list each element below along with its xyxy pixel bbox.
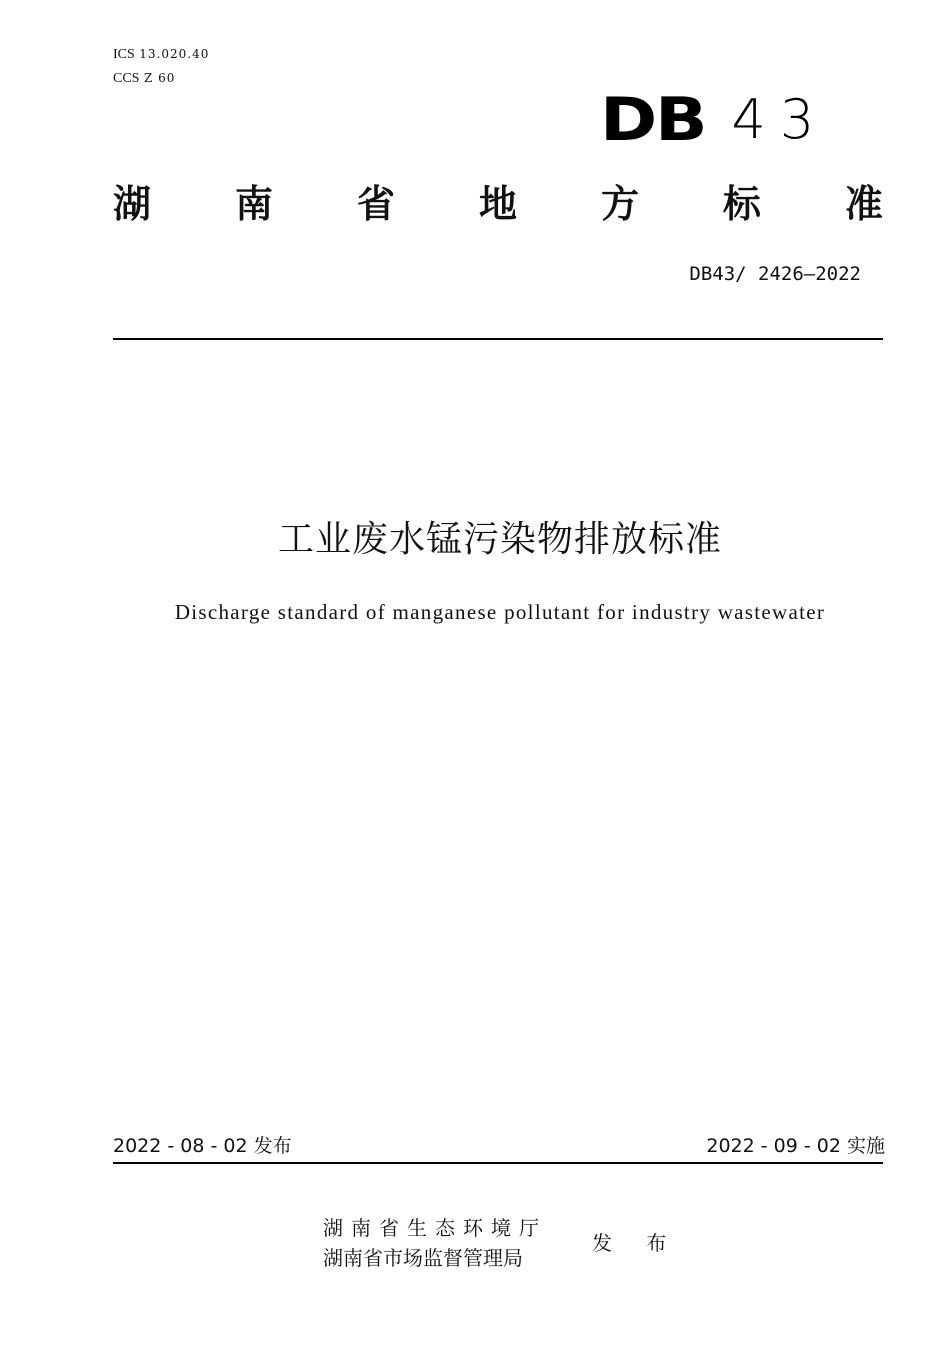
title-chinese: 工业废水锰污染物排放标准 xyxy=(277,519,722,560)
db-logo xyxy=(600,85,829,155)
header-divider xyxy=(113,338,883,340)
ccs-label: CCS xyxy=(113,71,140,86)
standard-type-heading xyxy=(113,180,883,228)
issuer-market-regulation-bureau: 湖南省市场监督管理局 xyxy=(323,1246,523,1270)
ics-label: ICS xyxy=(113,47,135,62)
publish-date: 2022 - 08 - 02 发布 xyxy=(113,1135,292,1157)
ccs-code xyxy=(113,69,209,93)
standard-type-char: 标 xyxy=(722,182,761,226)
ics-value: 13.020.40 xyxy=(139,47,210,61)
standard-type-char: 南 xyxy=(234,182,273,226)
issuer-environment-department: 湖南省生态环境厅 xyxy=(323,1216,547,1240)
standard-type-char: 地 xyxy=(478,182,517,226)
footer-divider xyxy=(113,1162,883,1164)
title-english: Discharge standard of manganese pollutant for industry wastewater xyxy=(174,600,826,624)
standard-type-char: 省 xyxy=(356,182,395,226)
standard-number: DB43/ 2426—2022 xyxy=(689,263,861,285)
classification-codes xyxy=(113,45,209,93)
issuing-organizations xyxy=(323,1213,547,1273)
ics-code xyxy=(113,45,209,69)
standard-type-char: 准 xyxy=(844,182,883,226)
implement-date: 2022 - 09 - 02 实施 xyxy=(706,1135,885,1157)
db-logo-mark: DB xyxy=(600,85,706,155)
standard-type-char: 湖 xyxy=(113,182,152,226)
standard-type-char: 方 xyxy=(600,182,639,226)
ccs-value: Z 60 xyxy=(143,71,176,85)
db-logo-number: 43 xyxy=(731,88,829,151)
issue-label: 发 布 xyxy=(592,1231,681,1255)
